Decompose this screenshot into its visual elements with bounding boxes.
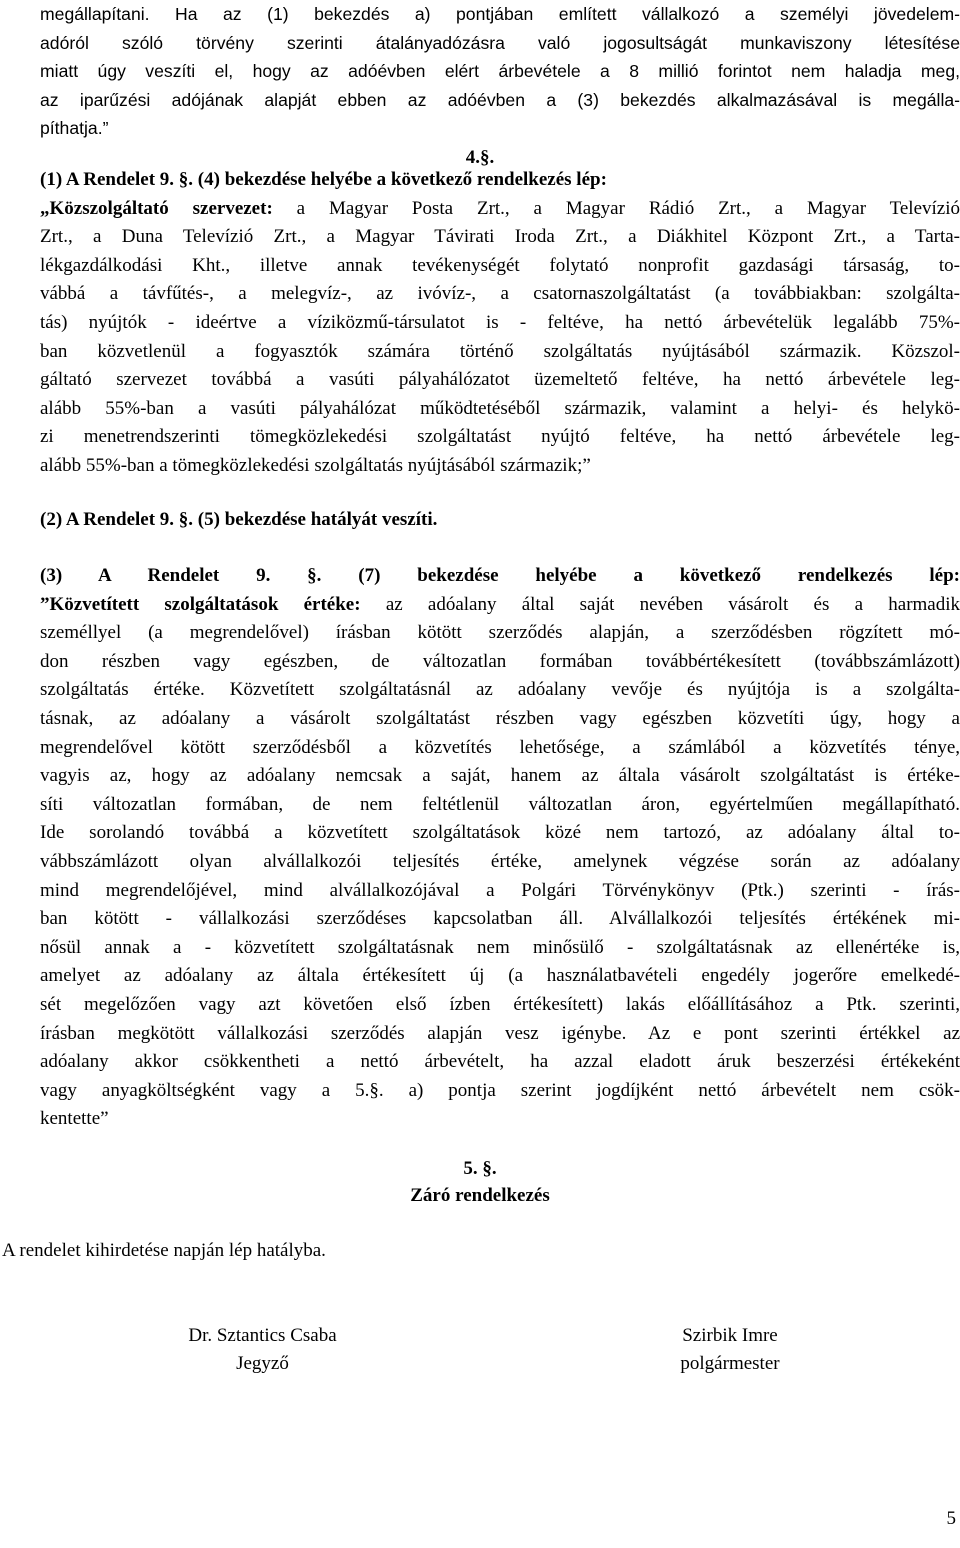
- text-line: Ide sorolandó továbbá a közvetített szolgáltatások közé nem tartozó, az adóalany által to-: [40, 822, 960, 844]
- signature-left-role: Jegyző: [236, 1353, 289, 1374]
- text-line: [40, 591, 960, 620]
- paragraph-heading: (3) A Rendelet 9. §. (7) bekezdése helyébe a következő rendelkezés lép:: [40, 565, 960, 586]
- text-line: személlyel (a megrendelővel) írásban kötött szerződés alapján, a szerződésben rögzített mó-: [40, 622, 960, 644]
- text-line: alább 55%-ban a tömegközlekedési szolgáltatás nyújtásából származik;”: [40, 454, 591, 476]
- definition-text: az adóalany által saját nevében vásárolt és a harmadik: [385, 593, 960, 615]
- text-line: ban közvetlenül a fogyasztók számára történő szolgáltatás nyújtásából származik. Közszol-: [40, 340, 960, 362]
- definition-text: a Magyar Posta Zrt., a Magyar Rádió Zrt., a Magyar Televízió: [296, 197, 960, 219]
- text-line: lékgazdálkodási Kht., illetve annak tevékenységét folytató nonprofit gazdasági társaság, to-: [40, 254, 960, 276]
- defined-term: „Közszolgáltató szervezet:: [40, 197, 273, 219]
- text-line: don részben vagy egészben, de változatlan formában továbbértékesített (továbbszámlázott): [40, 650, 960, 672]
- text-line: píthatja.”: [40, 118, 109, 139]
- defined-term: ”Közvetített szolgáltatások értéke:: [40, 593, 361, 615]
- section-5-title: Záró rendelkezés: [410, 1185, 550, 1206]
- section-4-paragraph-3: [40, 562, 960, 1134]
- text-line: Zrt., a Duna Televízió Zrt., a Magyar Távirati Iroda Zrt., a Diákhitel Központ Zrt., a Tarta-: [40, 226, 960, 248]
- top-paragraph: [40, 0, 960, 143]
- text-line: gáltató szervezet továbbá a vasúti pályahálózatot üzemeltető feltéve, ha nettó árbevétele leg-: [40, 369, 960, 391]
- section-4-paragraph-1: [40, 166, 960, 481]
- text-line: adóalany akkor csökkentheti a nettó árbevételt, ha azzal eladott áruk beszerzési értékeként: [40, 1051, 960, 1073]
- text-line: síti változatlan formában, de nem feltétlenül változatlan áron, egyértelműen megállapítható.: [40, 793, 960, 815]
- text-line: mind megrendelőjével, mind alvállalkozójával a Polgári Törvénykönyv (Ptk.) szerinti - írás-: [40, 879, 960, 901]
- page-number: 5: [946, 1508, 956, 1529]
- text-line: vagyis az, hogy az adóalany nemcsak a saját, hanem az általa vásárolt szolgáltatást is értéke-: [40, 765, 960, 787]
- text-line: az iparűzési adójának alapját ebben az adóévben a (3) bekezdés alkalmazásával is megálla-: [40, 89, 960, 110]
- paragraph-heading: (2) A Rendelet 9. §. (5) bekezdése hatályát veszíti.: [40, 509, 438, 530]
- text-line: zi menetrendszerinti tömegközlekedési szolgáltatást nyújtó feltéve, ha nettó árbevétele leg-: [40, 426, 960, 448]
- text-line: sét megelőzően vagy azt követően első ízben értékesített) lakás előállításához a Ptk. szerinti,: [40, 993, 960, 1015]
- text-line: vábbá a távfűtés-, a melegvíz-, az ivóvíz-, a csatornaszolgáltatást (a továbbiakban: szolgálta-: [40, 283, 960, 305]
- paragraph-heading: (1) A Rendelet 9. §. (4) bekezdése helyébe a következő rendelkezés lép:: [40, 169, 607, 190]
- section-5-heading: 5. §.: [463, 1158, 497, 1179]
- text-line: alább 55%-ban a vasúti pályahálózat működtetéséből származik, valamint a helyi- és helykö-: [40, 397, 960, 419]
- text-line: tásnak, az adóalany a vásárolt szolgáltatást részben vagy egészben közvetíti úgy, hogy a: [40, 707, 960, 729]
- signature-right-name: Szirbik Imre: [682, 1325, 778, 1346]
- text-line: szolgáltatás értéke. Közvetített szolgáltatásnál az adóalany vevője és nyújtója is a szolgálta-: [40, 679, 960, 701]
- text-line: írásban megkötött vállalkozási szerződés alapján vesz igénybe. Az e pont szerinti értékkel az: [40, 1022, 960, 1044]
- text-line: adóról szóló törvény szerinti átalányadózásra való jogosultságát munkaviszony létesítése: [40, 32, 960, 53]
- text-line: vagy anyagköltségként vagy a 5.§. a) pontja szerint jogdíjként nettó árbevételt nem csök-: [40, 1079, 960, 1101]
- section-4-paragraph-2: [40, 506, 960, 535]
- section-4-heading: 4.§.: [465, 147, 495, 168]
- text-line: tás) nyújtók - ideértve a víziközmű-társulatot is - feltéve, ha nettó árbevételük legalább 75%-: [40, 311, 960, 333]
- text-line: nősül annak a - közvetített szolgáltatásnak nem minősülő - szolgáltatásnak az ellenértéke is,: [40, 936, 960, 958]
- closing-provision-text: A rendelet kihirdetése napján lép hatályba.: [2, 1240, 326, 1261]
- text-line: vábbszámlázott olyan alvállalkozói teljesítés értéke, amelynek végzése során az adóalany: [40, 850, 960, 872]
- text-line: ban kötött - vállalkozási szerződéses kapcsolatban áll. Alvállalkozói teljesítés értékének mi-: [40, 908, 960, 930]
- text-line: kentette”: [40, 1108, 109, 1130]
- text-line: amelyet az adóalany az általa értékesített új (a használatbavételi engedély jogerőre emelkedé-: [40, 965, 960, 987]
- signature-right-role: polgármester: [680, 1353, 780, 1374]
- text-line: megrendelővel kötött szerződésből a közvetítés lehetősége, a számlából a közvetítés ténye,: [40, 736, 960, 758]
- signature-left-name: Dr. Sztantics Csaba: [188, 1325, 337, 1346]
- text-line: [40, 195, 960, 224]
- text-line: megállapítani. Ha az (1) bekezdés a) pontjában említett vállalkozó a személyi jövedelem-: [40, 4, 960, 24]
- text-line: miatt úgy veszíti el, hogy az adóévben elért árbevétele a 8 millió forintot nem haladja meg,: [40, 61, 960, 82]
